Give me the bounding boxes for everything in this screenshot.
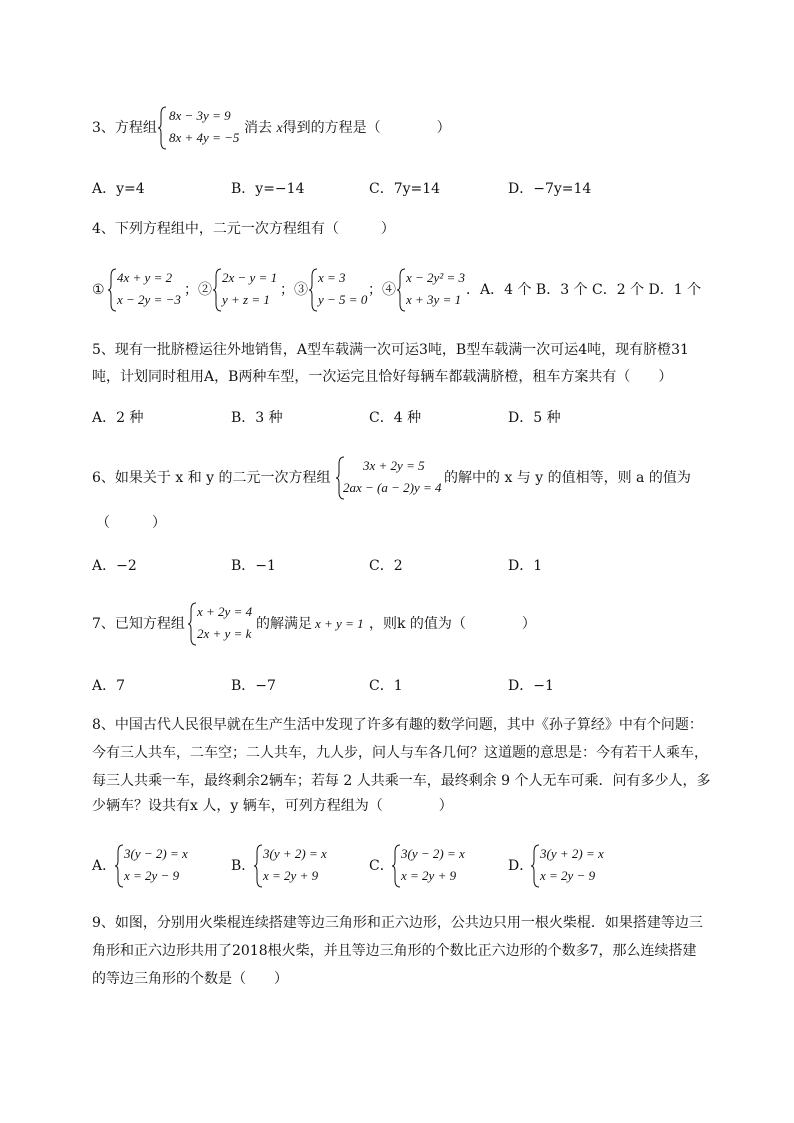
q4-s1-eq2: x − 2y = −3	[117, 292, 181, 307]
q8-d-eq2: x = 2y − 9	[540, 868, 596, 883]
q6-option-a: A．−2	[92, 558, 137, 574]
q4-marker-4: ；④	[368, 282, 396, 298]
q3-suffix-b: 得到的方程是（ ）	[282, 120, 451, 136]
q6-option-d: D．1	[508, 558, 543, 574]
q9-line2: 角形和正六边形共用了2018根火柴，并且等边三角形的个数比正六边形的个数多7，那么连续搭建	[92, 943, 697, 959]
q7-option-c: C．1	[369, 678, 403, 694]
q3-prefix: 3、方程组	[92, 120, 157, 136]
q9-line1: 9、如图，分别用火柴棍连续搭建等边三角形和正六边形，公共边只用一根火柴棍．如果搭建等边三	[92, 915, 703, 931]
q4-marker-3: ；③	[280, 282, 308, 298]
q5-option-d: D．5 种	[508, 410, 561, 426]
q3-option-d: D．−7y=14	[508, 181, 592, 197]
q3-suffix	[244, 119, 451, 138]
q4-s2-eq1: 2x − y = 1	[222, 270, 278, 285]
q4-s3-eq1: x = 3	[318, 270, 346, 285]
q8-a-eq2: x = 2y − 9	[124, 868, 180, 883]
q6-prefix: 6、如果关于 x 和 y 的二元一次方程组	[92, 470, 331, 486]
q4-s1-eq1: 4x + y = 2	[117, 270, 173, 285]
q5-option-c: C．4 种	[369, 410, 422, 426]
q3-eq1: 8x − 3y = 9	[169, 108, 231, 123]
q8-option-a-label: A．	[92, 858, 117, 874]
q6-option-b: B．−1	[231, 558, 276, 574]
q4-marker-2: ；②	[184, 282, 212, 298]
q8-line1: 8、中国古代人民很早就在生产生活中发现了许多有趣的数学问题，其中《孙子算经》中有个问题：	[92, 717, 703, 733]
q7-prefix: 7、已知方程组	[92, 616, 185, 632]
q7-option-d: D．−1	[508, 678, 554, 694]
q7-suffix: ，则k 的值为（ ）	[369, 616, 536, 632]
q3-var: x	[276, 121, 283, 136]
q8-c-eq1: 3(y − 2) = x	[401, 846, 465, 861]
q4-s4-eq1: x − 2y² = 3	[406, 270, 465, 285]
q6-eq1: 3x + 2y = 5	[363, 458, 425, 473]
q4-s2-eq2: y + z = 1	[222, 292, 270, 307]
q7-condition: x + y = 1	[315, 616, 364, 631]
q4-s3-eq2: y − 5 = 0	[318, 292, 368, 307]
q5-line1: 5、现有一批脐橙运往外地销售，A型车载满一次可运3吨，B型车载满一次可运4吨，现有脐橙31	[92, 342, 689, 358]
q8-option-b-label: B．	[231, 858, 256, 874]
q6-paren: （ ）	[96, 515, 166, 531]
q3-option-b: B．y=−14	[231, 181, 305, 197]
q7-eq1: x + 2y = 4	[197, 604, 253, 619]
q4-question: 4、下列方程组中，二元一次方程组有（ ）	[92, 221, 395, 237]
q5-option-b: B．3 种	[231, 410, 283, 426]
q8-option-c-label: C．	[369, 858, 394, 874]
q3-option-c: C．7y=14	[369, 181, 441, 197]
q8-line2: 今有三人共车，二车空；二人共车，九人步，问人与车各几何？这道题的意思是：今有若干人乘车，	[92, 745, 708, 761]
q7-eq2: 2x + y = k	[197, 626, 252, 641]
q3-suffix-a: 消去	[244, 120, 277, 136]
q8-line4: 少辆车？设共有x 人，y 辆车，可列方程组为（ ）	[92, 798, 453, 814]
q4-s4-eq2: x + 3y = 1	[406, 292, 462, 307]
q8-option-d-label: D．	[508, 858, 534, 874]
q3-eq2: 8x + 4y = −5	[169, 130, 240, 145]
q8-b-eq2: x = 2y + 9	[263, 868, 319, 883]
q8-d-eq1: 3(y + 2) = x	[540, 846, 604, 861]
q6-eq2: 2ax − (a − 2)y = 4	[343, 480, 442, 495]
q8-a-eq1: 3(y − 2) = x	[124, 846, 188, 861]
q6-suffix: 的解中的 x 与 y 的值相等，则 a 的值为	[444, 470, 691, 486]
q3-option-a: A．y=4	[92, 181, 145, 197]
q7-option-a: A．7	[92, 678, 126, 694]
brace-icon	[158, 106, 168, 150]
q6-option-c: C．2	[369, 558, 403, 574]
q8-c-eq2: x = 2y + 9	[401, 868, 457, 883]
q5-option-a: A．2 种	[92, 410, 144, 426]
q9-line3: 的等边三角形的个数是（ ）	[92, 971, 288, 987]
q8-b-eq1: 3(y + 2) = x	[263, 846, 327, 861]
q7-mid: 的解满足	[256, 616, 312, 632]
q5-line2: 吨，计划同时租用A，B两种车型，一次运完且恰好每辆车都载满脐橙，租车方案共有（ ）	[92, 369, 673, 385]
q4-options: ．A．4 个 B．3 个 C．2 个 D．1 个	[466, 282, 702, 298]
q7-option-b: B．−7	[231, 678, 276, 694]
q4-marker-1: ①	[92, 282, 105, 298]
q8-line3: 每三人共乘一车，最终剩余2辆车；若每 2 人共乘一车，最终剩余 9 个人无车可乘．问有多少人，多	[92, 773, 711, 789]
